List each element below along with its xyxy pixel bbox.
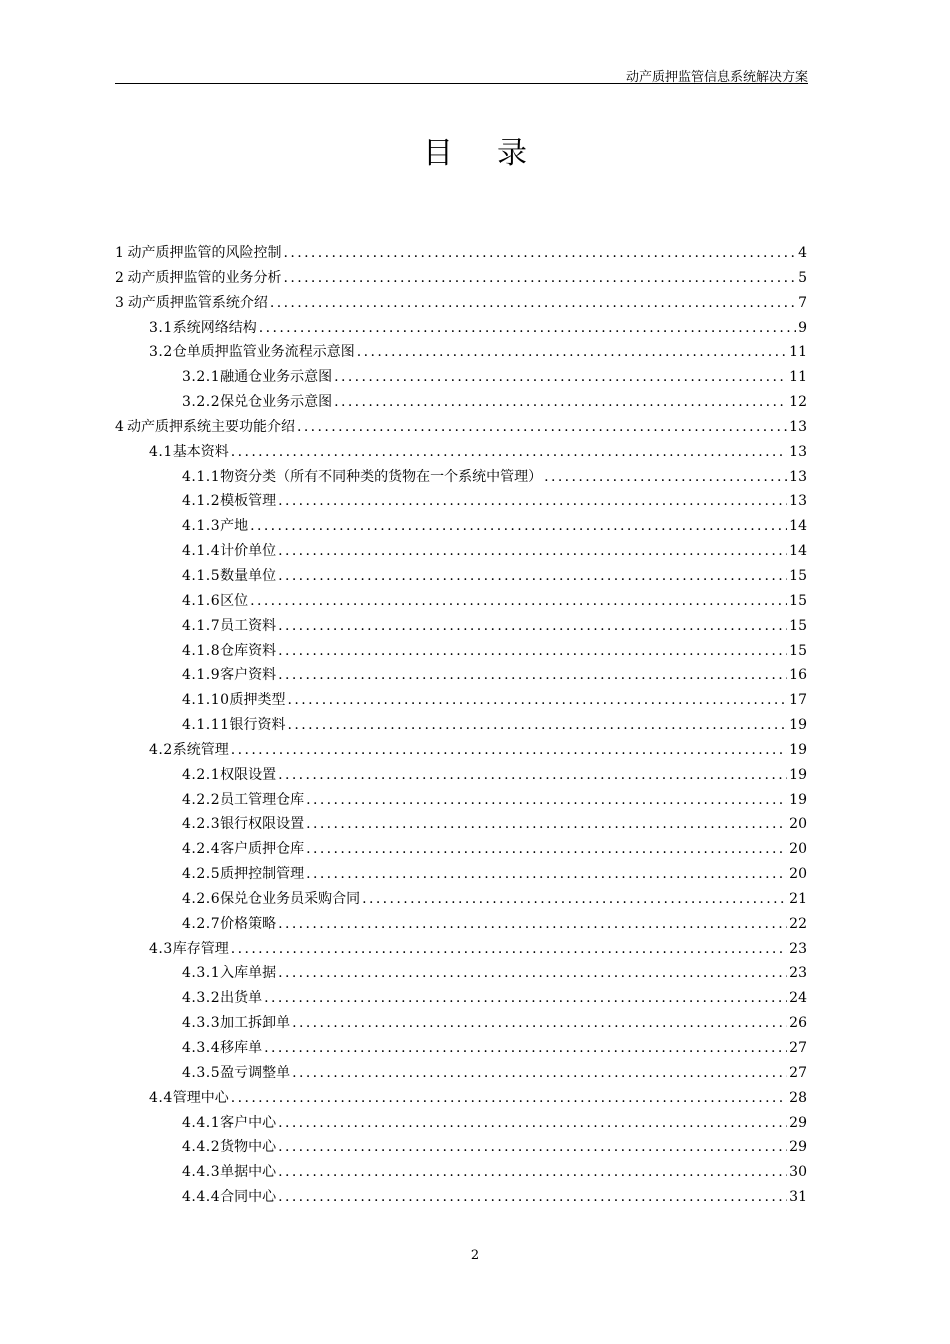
toc-dot-leader [306,788,787,813]
toc-entry-title: 模板管理 [220,493,277,510]
toc-dot-leader [292,1011,787,1036]
toc-entry-title: 质押类型 [229,692,286,709]
toc-entry-page: 20 [789,866,807,883]
toc-entry-page: 19 [789,741,807,758]
toc-entry-title: 数量单位 [220,567,277,584]
toc-entry-title: 物资分类（所有不同种类的货物在一个系统中管理） [220,468,543,485]
toc-entry[interactable] [115,837,807,862]
toc-entry-page: 28 [789,1089,807,1106]
toc-entry[interactable] [115,564,807,589]
toc-entry-title: 动产质押监管的风险控制 [127,245,282,261]
toc-dot-leader [297,415,787,440]
toc-dot-leader [278,1111,787,1136]
toc-dot-leader [334,365,787,390]
toc-entry[interactable] [115,1185,807,1210]
toc-entry-page: 19 [789,791,807,808]
toc-dot-leader [544,465,787,490]
toc-entry[interactable] [115,639,807,664]
header-divider [115,83,808,84]
toc-entry-page: 23 [789,940,807,957]
toc-entry[interactable] [115,1036,807,1061]
toc-entry-number: 4.1.7 [182,617,221,634]
toc-entry-page: 30 [789,1164,807,1181]
toc-entry-page: 13 [789,443,807,460]
toc-entry-number: 4.2.7 [182,915,221,932]
toc-entry-page: 15 [789,617,807,634]
toc-entry-number: 4.1.8 [182,642,221,659]
toc-entry-page: 15 [789,567,807,584]
toc-entry[interactable] [115,1111,807,1136]
toc-entry[interactable] [115,986,807,1011]
toc-entry-number: 4.1.2 [182,493,221,510]
toc-entry-title: 保兑仓业务示意图 [220,394,333,411]
toc-dot-leader [278,1135,787,1160]
toc-entry-page: 26 [789,1015,807,1032]
toc-entry[interactable] [115,688,807,713]
page-number: 2 [470,1248,480,1263]
toc-entry-page: 17 [789,692,807,709]
toc-entry-title: 动产质押系统主要功能介绍 [126,418,295,435]
toc-entry-page: 19 [789,717,807,734]
toc-entry-title: 价格策略 [220,915,277,932]
toc-entry-title: 员工管理仓库 [220,791,305,808]
toc-entry-page: 12 [789,394,807,411]
toc-entry-number: 4.1.5 [182,567,221,584]
toc-entry-page: 13 [789,468,807,485]
toc-entry[interactable] [115,1086,807,1111]
toc-dot-leader [284,241,797,266]
toc-entry-title: 盈亏调整单 [220,1064,291,1081]
toc-entry-page: 27 [789,1040,807,1056]
toc-entry[interactable] [115,266,807,291]
toc-dot-leader [306,812,787,837]
toc-entry-number: 4.3.2 [182,990,221,1007]
toc-entry-number: 1 [115,245,125,261]
toc-entry-number: 4.4.4 [182,1189,221,1206]
toc-entry-title: 系统网络结构 [172,319,257,336]
toc-dot-leader [278,1185,787,1210]
toc-entry-page: 27 [789,1064,807,1081]
toc-entry-page: 14 [789,518,807,535]
toc-entry[interactable] [115,316,807,341]
toc-entry-title: 员工资料 [220,617,277,634]
toc-entry-page: 15 [789,642,807,659]
toc-entry-title: 仓库资料 [220,642,277,659]
toc-entry-page: 21 [789,890,807,907]
toc-entry-number: 4.2.5 [182,866,221,883]
running-header: 动产质押监管信息系统解决方案 [625,70,808,85]
toc-entry-page: 5 [798,269,807,286]
toc-entry-page: 13 [789,418,807,435]
toc-entry-number: 4.2.3 [182,816,221,833]
toc-entry-title: 产地 [220,518,249,535]
toc-dot-leader [278,564,787,589]
toc-entry-number: 4.1.11 [182,717,230,734]
toc-dot-leader [231,440,787,465]
toc-dot-leader [278,614,787,639]
toc-entry[interactable] [115,912,807,937]
toc-entry-number: 4.2 [149,741,173,758]
toc-entry-title: 加工拆卸单 [220,1015,291,1032]
toc-entry[interactable] [115,539,807,564]
toc-entry-title: 计价单位 [220,543,277,560]
toc-entry-number: 4.2.2 [182,791,221,808]
toc-entry[interactable] [115,961,807,986]
toc-entry[interactable] [115,763,807,788]
toc-entry[interactable] [115,589,807,614]
toc-entry-page: 11 [789,369,807,386]
toc-entry-title: 保兑仓业务员采购合同 [220,890,361,907]
toc-entry-number: 4.4.3 [182,1164,221,1181]
toc-entry-title: 银行权限设置 [220,816,305,833]
toc-entry-page: 24 [789,990,807,1007]
toc-entry-number: 3.2 [149,344,173,361]
toc-entry[interactable] [115,340,807,365]
toc-entry-number: 4 [115,418,125,435]
toc-entry-title: 区位 [220,592,249,609]
toc-dot-leader [278,912,787,937]
toc-entry-title: 合同中心 [220,1189,277,1206]
toc-entry-title: 客户资料 [220,667,277,684]
toc-entry-title: 银行资料 [229,717,286,734]
toc-entry-number: 4.1.1 [182,468,221,485]
toc-entry-page: 14 [789,543,807,560]
toc-entry-page: 20 [789,841,807,858]
toc-entry-number: 2 [115,269,125,286]
toc-entry-number: 4.3.5 [182,1064,221,1081]
toc-entry-title: 库存管理 [172,940,229,957]
toc-entry-title: 动产质押监管系统介绍 [127,294,268,311]
toc-entry-page: 23 [789,965,807,982]
toc-entry-number: 4.1.10 [182,692,230,709]
toc-dot-leader [278,539,787,564]
toc-entry-number: 4.4 [149,1089,173,1106]
toc-dot-leader [264,986,787,1011]
toc-dot-leader [231,937,787,962]
toc-entry-number: 4.4.1 [182,1114,221,1131]
toc-entry-page: 16 [789,667,807,684]
toc-entry[interactable] [115,241,807,266]
toc-entry[interactable] [115,1011,807,1036]
toc-entry[interactable] [115,788,807,813]
toc-entry-number: 3 [115,294,125,311]
toc-entry[interactable] [115,440,807,465]
toc-entry[interactable] [115,489,807,514]
toc-entry-number: 4.1 [149,443,173,460]
toc-entry-title: 基本资料 [172,443,229,460]
toc-entry-number: 4.4.2 [182,1139,221,1156]
toc-entry-number: 3.2.2 [182,394,221,411]
toc-dot-leader [250,514,787,539]
toc-entry[interactable] [115,1061,807,1086]
toc-dot-leader [306,862,787,887]
toc-entry-page: 11 [789,344,807,361]
toc-entry-page: 29 [789,1139,807,1156]
toc-dot-leader [278,489,787,514]
toc-dot-leader [334,390,787,415]
toc-entry-title: 仓单质押监管业务流程示意图 [172,344,355,361]
toc-entry-page: 22 [789,915,807,932]
toc-entry[interactable] [115,614,807,639]
toc-entry-page: 20 [789,816,807,833]
toc-entry-title: 客户中心 [220,1114,277,1131]
toc-entry-page: 13 [789,493,807,510]
toc-entry-number: 4.1.3 [182,518,221,535]
toc-entry[interactable] [115,465,807,490]
toc-entry-title: 权限设置 [220,766,277,783]
toc-entry-title: 货物中心 [220,1139,277,1156]
toc-entry-page: 15 [789,592,807,609]
toc-entry-page: 29 [789,1114,807,1131]
toc-entry[interactable] [115,887,807,912]
toc-entry-title: 客户质押仓库 [220,841,305,858]
toc-entry-number: 4.1.9 [182,667,221,684]
toc-entry[interactable] [115,862,807,887]
toc-entry-number: 4.3 [149,940,173,957]
toc-dot-leader [270,291,796,316]
toc-dot-leader [278,763,787,788]
toc-entry[interactable] [115,1160,807,1185]
toc-entry-title: 融通仓业务示意图 [220,369,333,386]
toc-entry[interactable] [115,514,807,539]
toc-entry[interactable] [115,291,807,316]
toc-dot-leader [288,713,788,738]
toc-entry[interactable] [115,713,807,738]
toc-dot-leader [288,688,788,713]
toc-dot-leader [357,340,787,365]
toc-entry-page: 4 [798,245,807,261]
toc-entry-number: 3.1 [149,319,173,336]
toc-entry[interactable] [115,663,807,688]
toc-entry-page: 19 [789,766,807,783]
toc-dot-leader [278,639,787,664]
toc-entry-number: 4.1.4 [182,543,221,560]
toc-entry[interactable] [115,812,807,837]
toc-entry-title: 单据中心 [220,1164,277,1181]
toc-entry-number: 4.3.1 [182,965,221,982]
toc-entry-number: 3.2.1 [182,369,221,386]
toc-entry-number: 4.2.1 [182,766,221,783]
toc-dot-leader [231,738,787,763]
toc-entry-number: 4.1.6 [182,592,221,609]
toc-dot-leader [278,961,787,986]
toc-entry-title: 出货单 [220,990,263,1007]
toc-dot-leader [250,589,787,614]
toc-entry-title: 移库单 [220,1040,263,1056]
toc-entry[interactable] [115,365,807,390]
toc-entry[interactable] [115,390,807,415]
toc-dot-leader [362,887,787,912]
toc-entry-title: 系统管理 [172,741,229,758]
table-of-contents [115,241,807,1210]
toc-dot-leader [306,837,787,862]
toc-entry-title: 管理中心 [172,1089,229,1106]
toc-entry-title: 质押控制管理 [220,866,305,883]
toc-entry[interactable] [115,738,807,763]
toc-entry-page: 9 [798,319,807,336]
page-title: 目录 [423,136,571,171]
toc-entry[interactable] [115,1135,807,1160]
toc-dot-leader [278,1160,787,1185]
toc-entry-number: 4.2.4 [182,841,221,858]
toc-entry-number: 4.3.4 [182,1040,221,1056]
toc-dot-leader [284,266,797,291]
toc-entry[interactable] [115,415,807,440]
toc-dot-leader [259,316,796,341]
toc-dot-leader [278,663,787,688]
toc-dot-leader [231,1086,787,1111]
toc-entry-title: 动产质押监管的业务分析 [127,269,282,286]
toc-entry-page: 7 [798,294,807,311]
toc-entry-number: 4.3.3 [182,1015,221,1032]
toc-entry-page: 31 [789,1189,807,1206]
toc-entry[interactable] [115,937,807,962]
toc-entry-number: 4.2.6 [182,890,221,907]
toc-entry-title: 入库单据 [220,965,277,982]
toc-dot-leader [292,1061,787,1086]
toc-dot-leader [264,1036,787,1061]
